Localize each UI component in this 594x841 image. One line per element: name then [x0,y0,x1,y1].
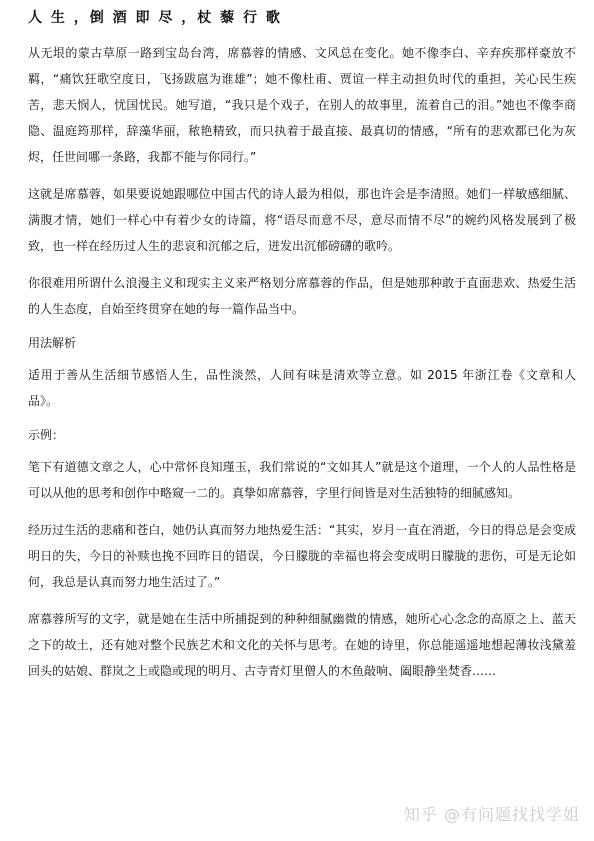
paragraph-1: 从无垠的蒙古草原一路到宝岛台湾，席慕蓉的情感、文风总在变化。她不像李白、辛弃疾那样豪放不羁，“痛饮狂歌空度日，飞扬跋扈为谁雄”；她不像杜甫、贾谊一样主动担负时代的重担，关心民生疾苦，悲天悯人，忧国忧民。她写道，“我只是个戏子，在别人的故事里，流着自己的泪。”她也不像李商隐、温庭筠那样，辞藻华丽，秾艳精致，而只执着于最直接、最真切的情感，“所有的悲欢都已化为灰烬，任世间哪一条路，我都不能与你同行。” [28,46,576,164]
document-page [28,8,576,695]
example-paragraph-2: 经历过生活的悲痛和苍白，她仍认真而努力地热爱生活：“其实，岁月一直在消逝，今日的得总是会变成明日的失，今日的补赎也挽不回昨日的错误，今日朦胧的幸福也将会变成明日朦胧的悲伤，可是无论如何，我总是认真而努力地生活过了。” [28,523,576,589]
example-heading: 示例： [28,428,65,442]
paragraph-2: 这就是席慕蓉，如果要说她跟哪位中国古代的诗人最为相似，那也许会是李清照。她们一样敏感细腻、满腹才情，她们一样心中有着少女的诗篇，将“语尽而意不尽，意尽而情不尽”的婉约风格发展到了极致，也一样在经历过人生的悲哀和沉郁之后，迸发出沉郁磅礴的歌吟。 [28,187,576,253]
usage-heading: 用法解析 [28,336,77,350]
paragraph-3: 你很难用所谓什么浪漫主义和现实主义来严格划分席慕蓉的作品，但是她那种敢于直面悲欢、热爱生活的人生态度，自始至终贯穿在她的每一篇作品当中。 [28,276,576,316]
usage-paragraph: 适用于善从生活细节感悟人生，品性淡然，人间有味是清欢等立意。如 2015 年浙江卷《文章和人品》。 [28,368,576,408]
example-paragraph-3: 席慕蓉所写的文字，就是她在生活中所捕捉到的种种细腻幽微的情感，她所心心念念的高原之上、蓝天之下的故土，还有她对整个民族艺术和文化的关怀与思考。在她的诗里，你总能遥遥地想起薄妆浅黛羞回头的姑娘、群岚之上或隐或现的明月、古寺青灯里僧人的木鱼敲响、阖眼静坐焚香…… [28,612,576,678]
document-title: 人 生 ，倒 酒 即 尽 ，杖 藜 行 歌 [28,10,282,26]
zhihu-watermark: 知乎 @有问题找找学姐 [403,805,580,824]
example-paragraph-1: 笔下有道德文章之人，心中常怀良知瑾玉，我们常说的“文如其人”就是这个道理，一个人的人品性格是可以从他的思考和创作中略窥一二的。真挚如席慕蓉，字里行间皆是对生活独特的细腻感知。 [28,460,576,500]
